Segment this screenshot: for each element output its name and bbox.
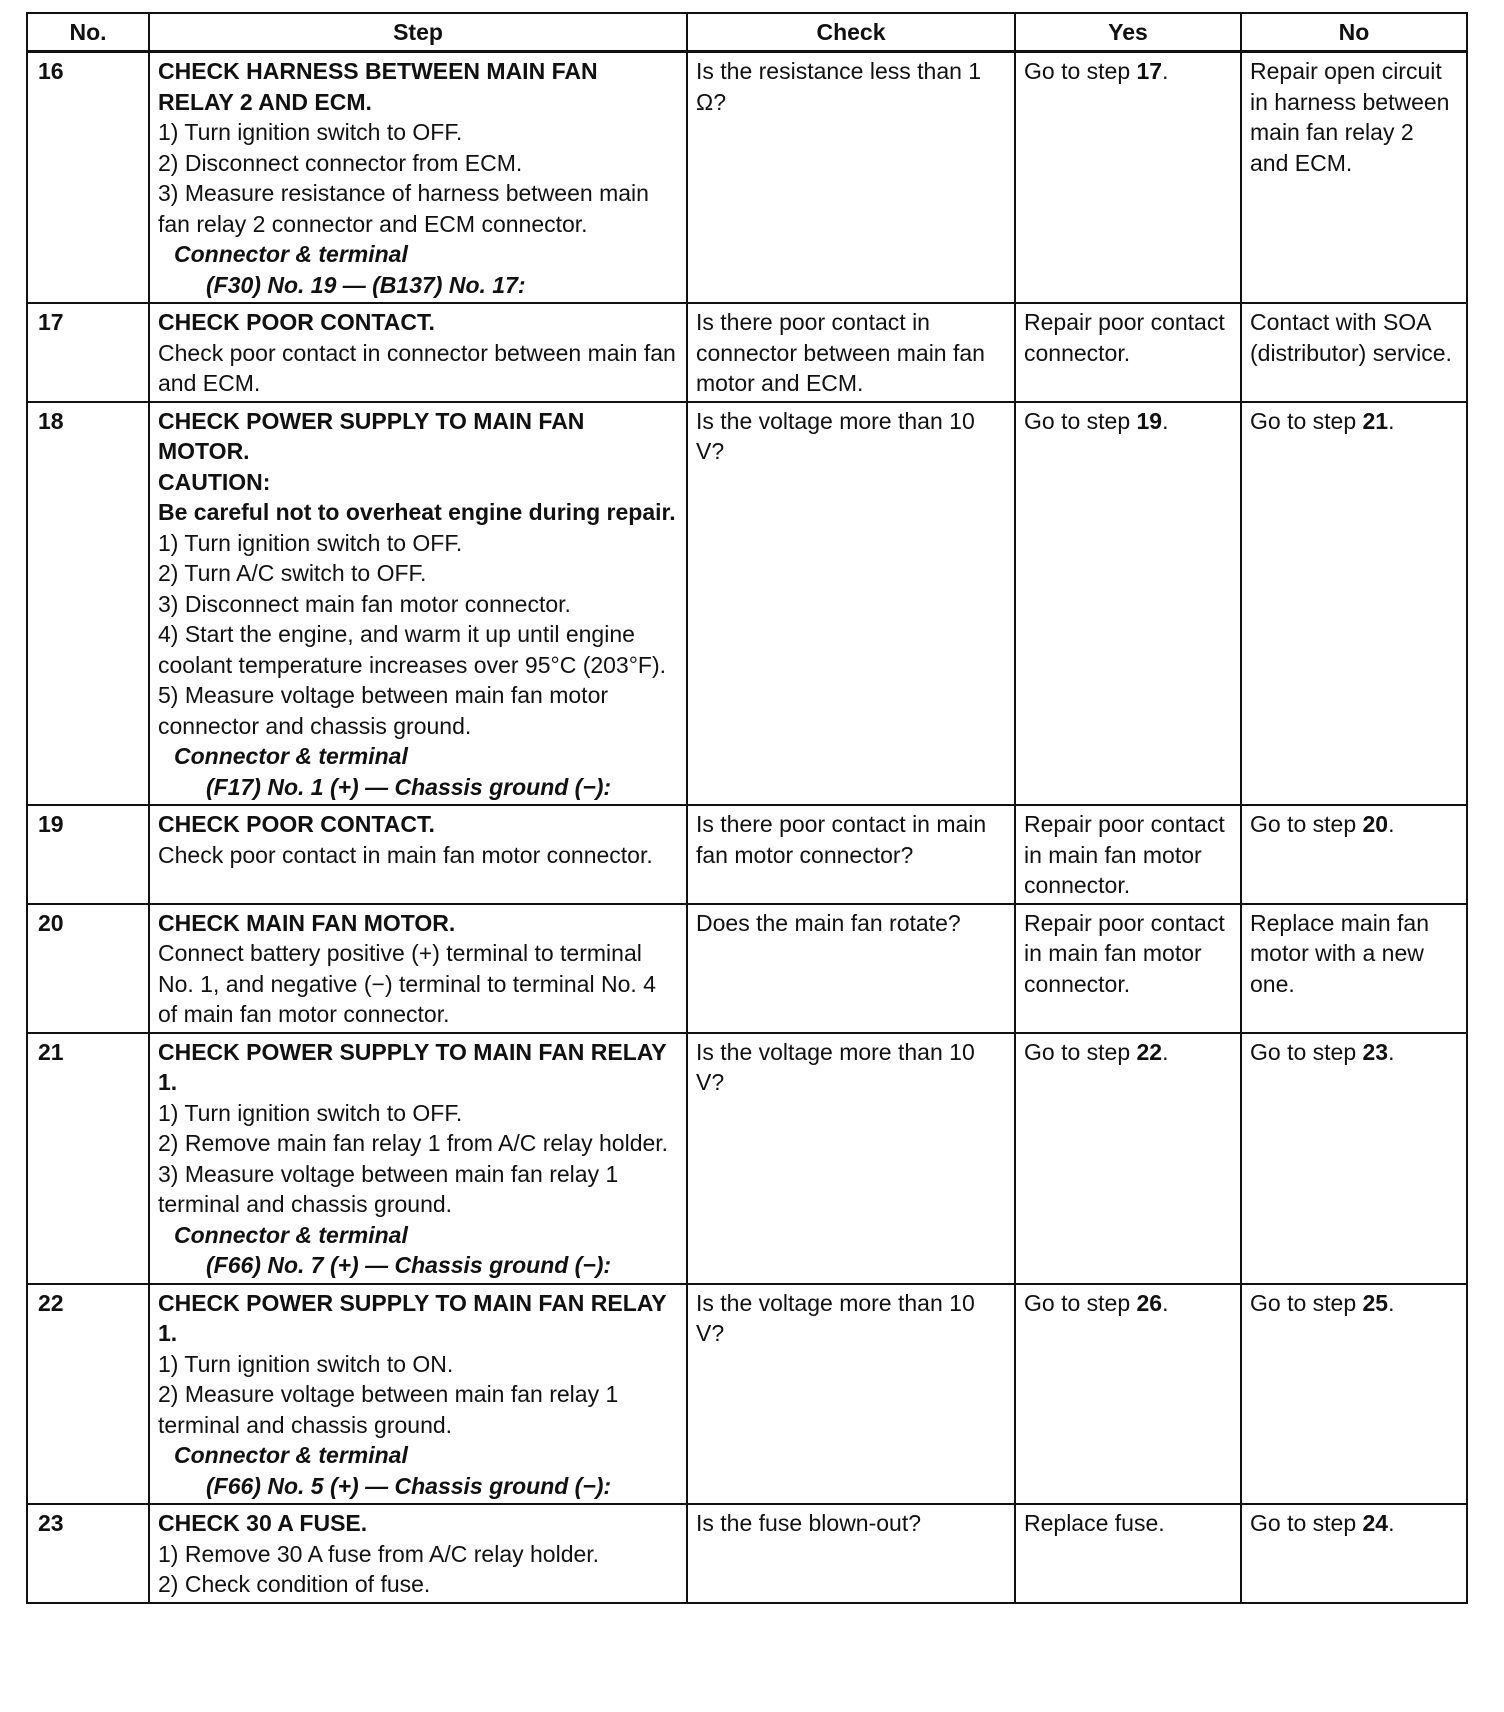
step-title: CHECK POWER SUPPLY TO MAIN FAN MOTOR.: [158, 407, 585, 464]
check-cell: Is there poor contact in main fan motor connector?: [687, 805, 1015, 904]
yes-cell: [1015, 1033, 1241, 1284]
step-title: CHECK POOR CONTACT.: [158, 309, 435, 335]
step-cell: [149, 904, 687, 1033]
step-cell: [149, 303, 687, 402]
step-title: CHECK HARNESS BETWEEN MAIN FAN RELAY 2 AND ECM.: [158, 58, 598, 115]
no-step-ref: 20: [1362, 811, 1389, 837]
connector-terminal: (F30) No. 19 — (B137) No. 17:: [206, 271, 526, 298]
no-suffix: .: [1388, 1289, 1395, 1316]
no-text: Go to step: [1250, 407, 1363, 434]
no-suffix: .: [1388, 1510, 1395, 1536]
yes-suffix: .: [1162, 58, 1169, 84]
header-row: [27, 13, 1467, 52]
header-yes: Yes: [1015, 13, 1241, 52]
step-instruction: 2) Disconnect connector from ECM.: [158, 149, 523, 176]
connector-terminal: (F66) No. 5 (+) — Chassis ground (−):: [206, 1472, 612, 1499]
no-cell: [1241, 1284, 1467, 1505]
step-cell: [149, 1033, 687, 1284]
yes-step-ref: 19: [1136, 407, 1163, 434]
table-row: [27, 904, 1467, 1033]
step-instruction: Check poor contact in connector between main fan and ECM.: [158, 339, 676, 396]
step-instruction: 4) Start the engine, and warm it up until engine coolant temperature increases over 95°C (203°F).: [158, 621, 667, 678]
step-number: 19: [27, 805, 149, 904]
step-cell: [149, 1504, 687, 1603]
header-no: No.: [27, 13, 149, 52]
no-suffix: .: [1388, 811, 1395, 837]
no-text: Go to step: [1250, 1289, 1363, 1316]
yes-cell: Repair poor contact connector.: [1015, 303, 1241, 402]
connector-label: Connector & terminal: [174, 1221, 408, 1248]
step-title: CHECK 30 A FUSE.: [158, 1510, 368, 1536]
no-text: Go to step: [1250, 1038, 1363, 1065]
yes-step-ref: 17: [1136, 58, 1163, 84]
step-instruction: 3) Disconnect main fan motor connector.: [158, 590, 571, 617]
yes-cell: Replace fuse.: [1015, 1504, 1241, 1603]
step-instruction: 1) Turn ignition switch to OFF.: [158, 119, 463, 145]
yes-suffix: .: [1162, 1289, 1169, 1316]
step-instruction: 1) Remove 30 A fuse from A/C relay holder.: [158, 1540, 600, 1567]
check-cell: Is the voltage more than 10 V?: [687, 1284, 1015, 1505]
step-number: 23: [27, 1504, 149, 1603]
step-title: CHECK POOR CONTACT.: [158, 811, 435, 837]
yes-text: Go to step: [1024, 58, 1137, 84]
yes-cell: [1015, 1284, 1241, 1505]
step-cell: [149, 402, 687, 806]
no-suffix: .: [1388, 1038, 1395, 1065]
step-title: CHECK MAIN FAN MOTOR.: [158, 909, 456, 936]
connector-label: Connector & terminal: [174, 241, 408, 267]
no-cell: [1241, 402, 1467, 806]
connector-label: Connector & terminal: [174, 743, 408, 769]
table-row: [27, 1284, 1467, 1505]
check-cell: Is the voltage more than 10 V?: [687, 402, 1015, 806]
check-cell: Is there poor contact in connector between main fan motor and ECM.: [687, 303, 1015, 402]
yes-cell: [1015, 52, 1241, 304]
no-cell: [1241, 1504, 1467, 1603]
step-instruction: 5) Measure voltage between main fan motor connector and chassis ground.: [158, 682, 609, 739]
step-number: 22: [27, 1284, 149, 1505]
caution-text: Be careful not to overheat engine during repair.: [158, 499, 676, 525]
no-step-ref: 25: [1362, 1289, 1389, 1316]
step-number: 20: [27, 904, 149, 1033]
step-number: 21: [27, 1033, 149, 1284]
connector-label: Connector & terminal: [174, 1442, 408, 1468]
no-cell: [1241, 1033, 1467, 1284]
yes-cell: [1015, 402, 1241, 806]
step-number: 18: [27, 402, 149, 806]
no-cell: Contact with SOA (distributor) service.: [1241, 303, 1467, 402]
table-row: [27, 402, 1467, 806]
connector-terminal: (F17) No. 1 (+) — Chassis ground (−):: [206, 773, 612, 800]
yes-cell: Repair poor contact in main fan motor connector.: [1015, 805, 1241, 904]
table-row: [27, 1033, 1467, 1284]
step-instruction: 2) Measure voltage between main fan relay 1 terminal and chassis ground.: [158, 1381, 619, 1438]
table-row: [27, 805, 1467, 904]
table-row: [27, 52, 1467, 304]
yes-step-ref: 26: [1136, 1289, 1163, 1316]
header-no-result: No: [1241, 13, 1467, 52]
check-cell: Is the fuse blown-out?: [687, 1504, 1015, 1603]
header-step: Step: [149, 13, 687, 52]
table-row: [27, 303, 1467, 402]
step-instruction: 1) Turn ignition switch to ON.: [158, 1350, 454, 1377]
step-number: 17: [27, 303, 149, 402]
step-title: CHECK POWER SUPPLY TO MAIN FAN RELAY 1.: [158, 1289, 667, 1346]
no-cell: Replace main fan motor with a new one.: [1241, 904, 1467, 1033]
step-instruction: 2) Remove main fan relay 1 from A/C relay holder.: [158, 1130, 669, 1156]
check-cell: Is the resistance less than 1 Ω?: [687, 52, 1015, 304]
yes-text: Go to step: [1024, 1038, 1137, 1065]
diagnostic-table: [26, 12, 1468, 1604]
no-step-ref: 23: [1362, 1038, 1389, 1065]
step-instruction: 3) Measure voltage between main fan relay 1 terminal and chassis ground.: [158, 1160, 619, 1217]
step-instruction: 3) Measure resistance of harness between main fan relay 2 connector and ECM connector.: [158, 180, 649, 237]
table-row: [27, 1504, 1467, 1603]
yes-text: Go to step: [1024, 407, 1137, 434]
yes-text: Go to step: [1024, 1289, 1137, 1316]
no-text: Go to step: [1250, 1510, 1363, 1536]
no-cell: Repair open circuit in harness between main fan relay 2 and ECM.: [1241, 52, 1467, 304]
check-cell: Is the voltage more than 10 V?: [687, 1033, 1015, 1284]
caution-label: CAUTION:: [158, 468, 271, 495]
step-instruction: 1) Turn ignition switch to OFF.: [158, 1099, 463, 1126]
step-instruction: 2) Turn A/C switch to OFF.: [158, 560, 427, 586]
yes-suffix: .: [1162, 407, 1169, 434]
no-step-ref: 24: [1362, 1510, 1389, 1536]
yes-step-ref: 22: [1136, 1038, 1163, 1065]
no-text: Go to step: [1250, 811, 1363, 837]
step-number: 16: [27, 52, 149, 304]
yes-cell: Repair poor contact in main fan motor connector.: [1015, 904, 1241, 1033]
step-instruction: Connect battery positive (+) terminal to terminal No. 1, and negative (−) terminal to terminal No. 4 of main fan motor connector.: [158, 940, 656, 1027]
step-instruction: 2) Check condition of fuse.: [158, 1571, 431, 1597]
header-check: Check: [687, 13, 1015, 52]
check-cell: Does the main fan rotate?: [687, 904, 1015, 1033]
no-step-ref: 21: [1362, 407, 1389, 434]
no-suffix: .: [1388, 407, 1395, 434]
step-title: CHECK POWER SUPPLY TO MAIN FAN RELAY 1.: [158, 1038, 667, 1095]
no-cell: [1241, 805, 1467, 904]
step-cell: [149, 1284, 687, 1505]
step-instruction: Check poor contact in main fan motor connector.: [158, 841, 653, 868]
yes-suffix: .: [1162, 1038, 1169, 1065]
step-cell: [149, 805, 687, 904]
step-cell: [149, 52, 687, 304]
connector-terminal: (F66) No. 7 (+) — Chassis ground (−):: [206, 1252, 612, 1278]
diagnostic-page: [26, 12, 1466, 1604]
step-instruction: 1) Turn ignition switch to OFF.: [158, 529, 463, 556]
